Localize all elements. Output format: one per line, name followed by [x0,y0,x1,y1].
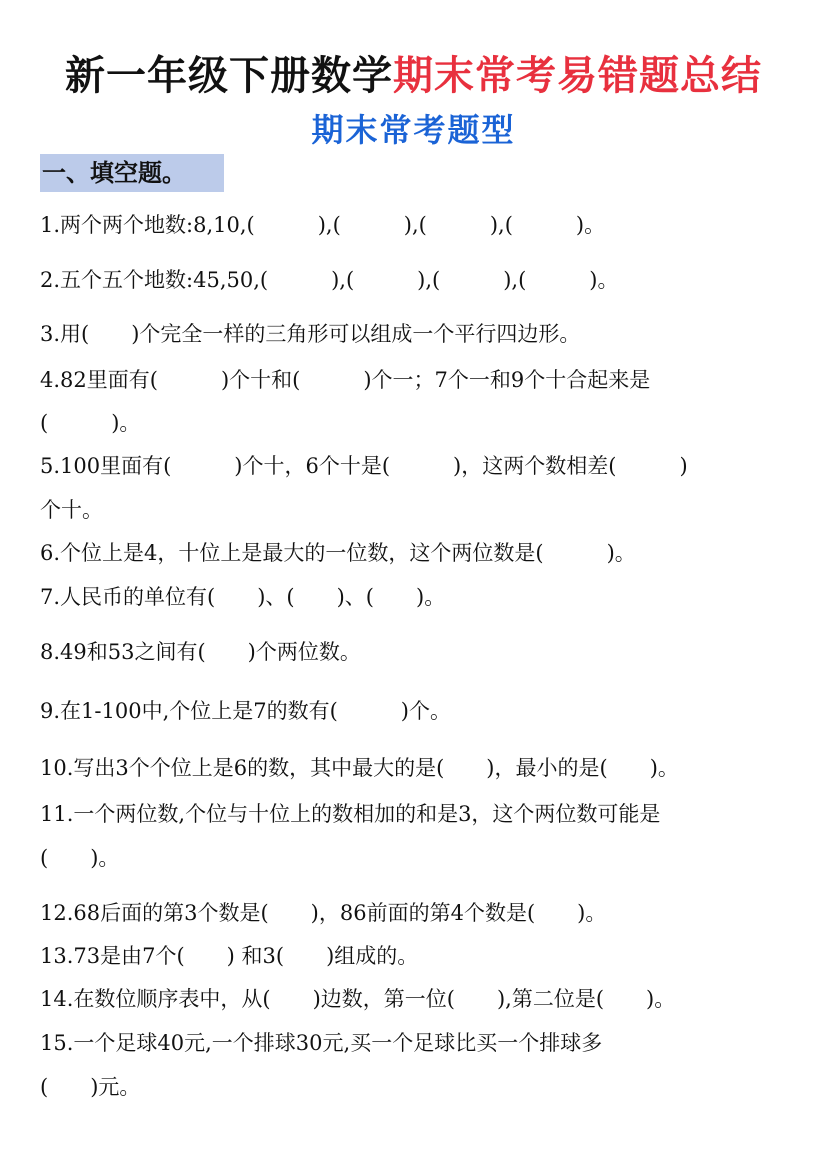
question-4-line-2: ( )。 [40,411,141,435]
question-15-line-1: 15.一个足球40元,一个排球30元,买一个足球比买一个排球多 [40,1031,603,1055]
question-6: 6.个位上是4，十位上是最大的一位数，这个两位数是( )。 [40,541,636,565]
section-heading-fill-blank: 一、填空题。 [40,154,224,192]
question-4-line-1: 4.82里面有( )个十和( )个一；7个一和9个十合起来是 [40,368,651,392]
page-subtitle: 期末常考题型 [311,111,516,149]
question-5-line-2: 个十。 [40,498,103,522]
title-red-part: 期末常考易错题总结 [393,53,762,99]
question-1: 1.两个两个地数:8,10,( ),( ),( ),( )。 [40,213,606,237]
question-10: 10.写出3个个位上是6的数，其中最大的是( )，最小的是( )。 [40,756,679,780]
question-8: 8.49和53之间有( )个两位数。 [40,640,361,664]
question-11-line-1: 11.一个两位数,个位与十位上的数相加的和是3，这个两位数可能是 [40,802,661,826]
question-7: 7.人民币的单位有( )、( )、( )。 [40,585,446,609]
question-11-line-2: ( )。 [40,846,120,870]
question-14: 14.在数位顺序表中，从( )边数，第一位( ),第二位是( )。 [40,987,676,1011]
question-3: 3.用( )个完全一样的三角形可以组成一个平行四边形。 [40,322,581,346]
page-title [0,50,827,102]
question-9: 9.在1-100中,个位上是7的数有( )个。 [40,699,451,723]
title-black-part: 新一年级下册数学 [65,53,393,99]
question-5-line-1: 5.100里面有( )个十，6个十是( )，这两个数相差( ) [40,454,688,478]
question-12: 12.68后面的第3个数是( )，86前面的第4个数是( )。 [40,901,607,925]
question-13: 13.73是由7个( ) 和3( )组成的。 [40,944,419,968]
question-2: 2.五个五个地数:45,50,( ),( ),( ),( )。 [40,268,619,292]
question-15-line-2: ( )元。 [40,1075,141,1099]
